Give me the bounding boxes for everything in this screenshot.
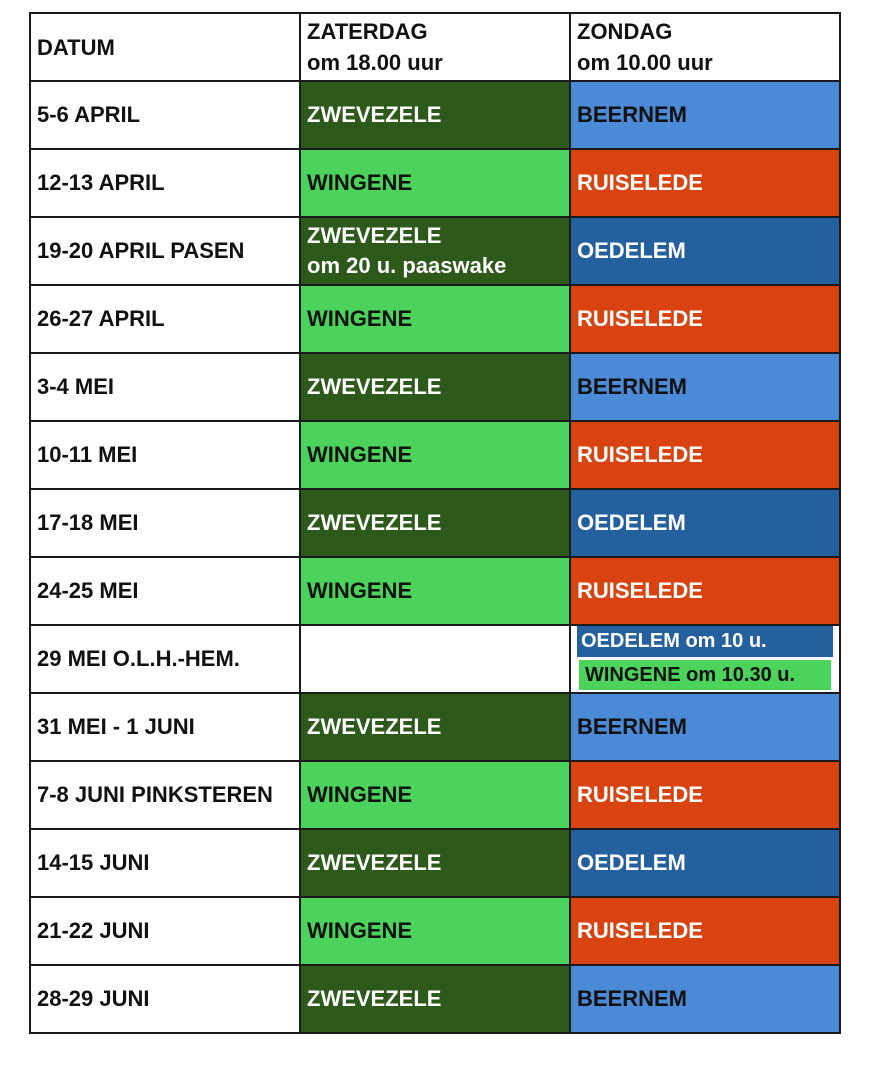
- date-cell: 12-13 APRIL: [30, 149, 300, 217]
- header-zondag-label: ZONDAG: [577, 19, 673, 44]
- sunday-cell: OEDELEM: [570, 217, 840, 285]
- saturday-cell: [300, 625, 570, 693]
- date-cell: 19-20 APRIL PASEN: [30, 217, 300, 285]
- sunday-cell: BEERNEM: [570, 81, 840, 149]
- date-cell: 14-15 JUNI: [30, 829, 300, 897]
- sunday-cell: OEDELEM: [570, 829, 840, 897]
- saturday-cell: ZWEVEZELE: [300, 489, 570, 557]
- sunday-cell: RUISELEDE: [570, 897, 840, 965]
- table-row: [30, 557, 840, 625]
- date-cell: 10-11 MEI: [30, 421, 300, 489]
- date-cell: 21-22 JUNI: [30, 897, 300, 965]
- saturday-cell: WINGENE: [300, 897, 570, 965]
- saturday-cell: WINGENE: [300, 557, 570, 625]
- sunday-cell: RUISELEDE: [570, 285, 840, 353]
- saturday-cell: WINGENE: [300, 761, 570, 829]
- saturday-cell: ZWEVEZELE: [300, 353, 570, 421]
- table-row: [30, 149, 840, 217]
- sunday-split-entry: WINGENE om 10.30 u.: [579, 660, 831, 691]
- table-row: [30, 285, 840, 353]
- sunday-split: [577, 626, 833, 692]
- sunday-cell: RUISELEDE: [570, 421, 840, 489]
- table-row: [30, 421, 840, 489]
- saturday-cell: WINGENE: [300, 421, 570, 489]
- table-row: [30, 829, 840, 897]
- saturday-cell: ZWEVEZELE: [300, 693, 570, 761]
- table-row: [30, 353, 840, 421]
- header-zondag: [570, 13, 840, 81]
- saturday-cell: WINGENE: [300, 285, 570, 353]
- date-cell: 17-18 MEI: [30, 489, 300, 557]
- date-cell: 24-25 MEI: [30, 557, 300, 625]
- sunday-cell: [570, 625, 840, 693]
- date-cell: 7-8 JUNI PINKSTEREN: [30, 761, 300, 829]
- saturday-cell: ZWEVEZELE: [300, 965, 570, 1033]
- date-cell: 3-4 MEI: [30, 353, 300, 421]
- sunday-cell: RUISELEDE: [570, 761, 840, 829]
- saturday-cell: [300, 217, 570, 285]
- table-row: [30, 489, 840, 557]
- sunday-cell: BEERNEM: [570, 965, 840, 1033]
- mass-schedule-table: [29, 12, 841, 1034]
- table-row: [30, 897, 840, 965]
- schedule-body: [30, 13, 840, 1033]
- header-zaterdag-time: om 18.00 uur: [307, 50, 443, 75]
- header-row: [30, 13, 840, 81]
- date-cell: 31 MEI - 1 JUNI: [30, 693, 300, 761]
- saturday-location: ZWEVEZELE: [307, 223, 442, 248]
- sunday-cell: BEERNEM: [570, 353, 840, 421]
- table-row: [30, 81, 840, 149]
- saturday-note: om 20 u. paaswake: [307, 253, 507, 278]
- header-zaterdag-label: ZATERDAG: [307, 19, 428, 44]
- table-row: [30, 965, 840, 1033]
- sunday-cell: RUISELEDE: [570, 557, 840, 625]
- date-cell: 28-29 JUNI: [30, 965, 300, 1033]
- date-cell: 29 MEI O.L.H.-HEM.: [30, 625, 300, 693]
- sunday-cell: RUISELEDE: [570, 149, 840, 217]
- date-cell: 26-27 APRIL: [30, 285, 300, 353]
- table-row: [30, 625, 840, 693]
- saturday-cell: ZWEVEZELE: [300, 829, 570, 897]
- table-row: [30, 693, 840, 761]
- table-row: [30, 761, 840, 829]
- saturday-cell: ZWEVEZELE: [300, 81, 570, 149]
- header-datum: DATUM: [30, 13, 300, 81]
- sunday-cell: OEDELEM: [570, 489, 840, 557]
- date-cell: 5-6 APRIL: [30, 81, 300, 149]
- sunday-split-entry: OEDELEM om 10 u.: [577, 626, 833, 657]
- header-zaterdag: [300, 13, 570, 81]
- header-zondag-time: om 10.00 uur: [577, 50, 713, 75]
- sunday-cell: BEERNEM: [570, 693, 840, 761]
- saturday-cell: WINGENE: [300, 149, 570, 217]
- table-row: [30, 217, 840, 285]
